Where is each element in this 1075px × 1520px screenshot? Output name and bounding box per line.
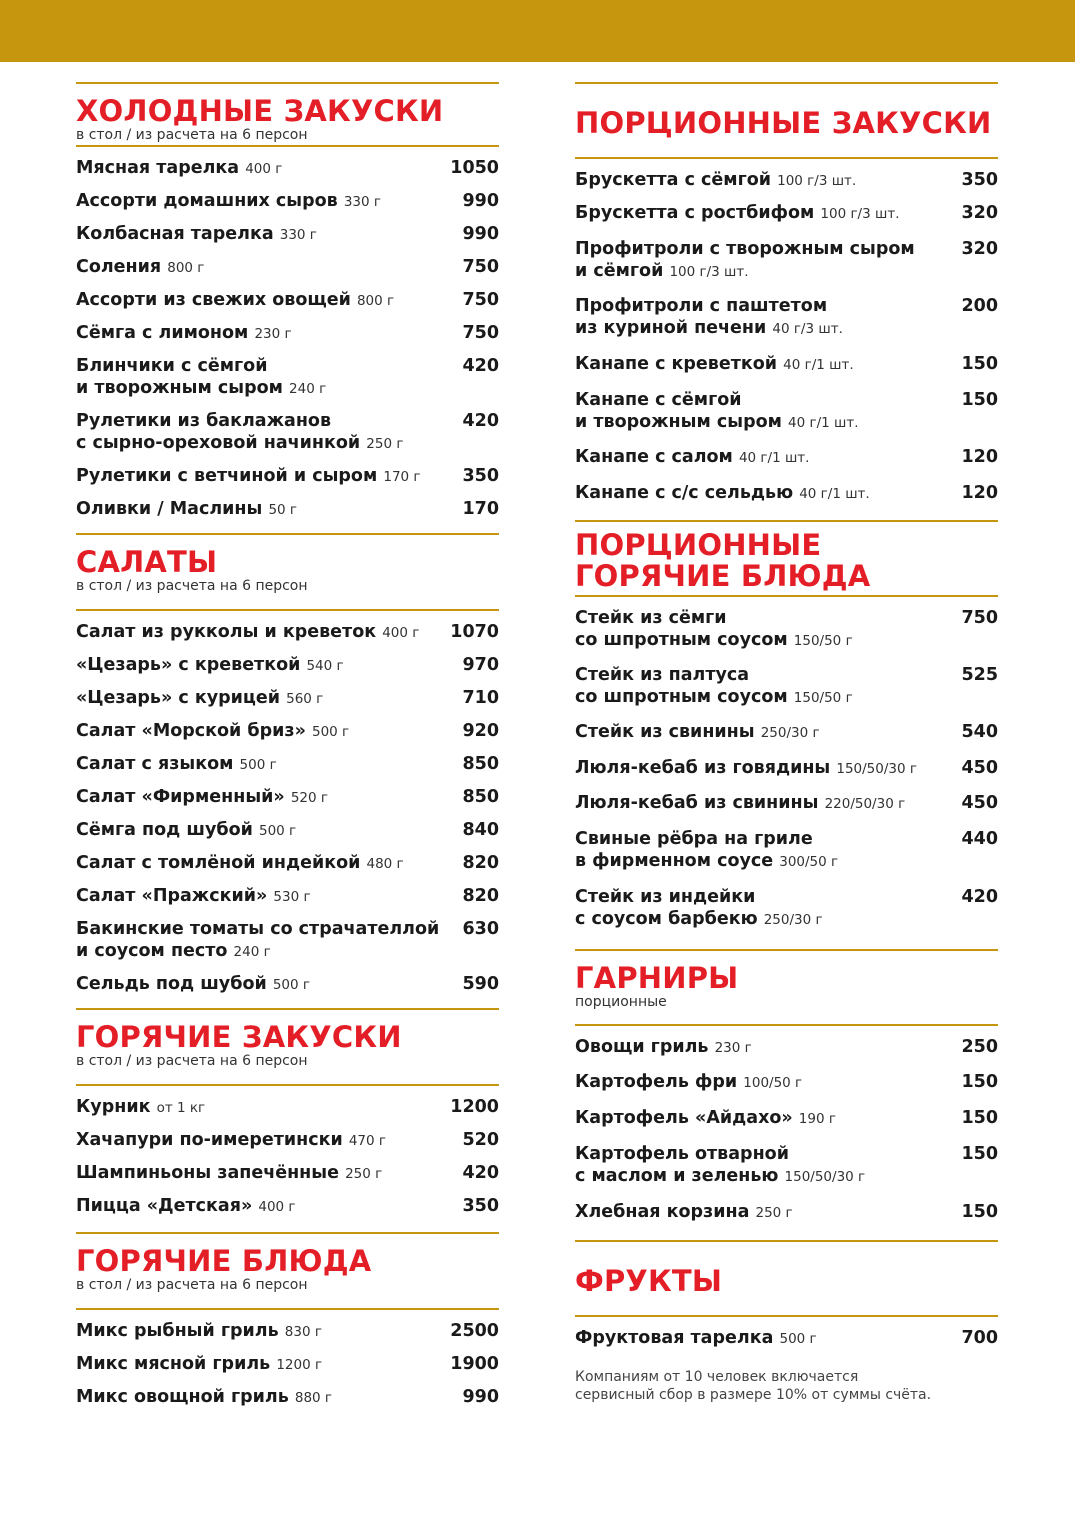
menu-item <box>76 1162 499 1195</box>
item-name: Канапе с с/с сельдью <box>575 483 794 503</box>
item-weight: 150/50 г <box>793 690 853 706</box>
item-price: 350 <box>961 170 998 190</box>
menu-item <box>575 1036 998 1071</box>
item-price: 1070 <box>450 622 499 642</box>
menu-item <box>76 410 499 465</box>
item-price: 840 <box>462 820 499 840</box>
item-price: 750 <box>462 290 499 310</box>
menu-item <box>575 607 998 664</box>
item-weight: 470 г <box>348 1133 386 1149</box>
item-price: 750 <box>462 257 499 277</box>
menu-item <box>76 1320 499 1353</box>
section-title: ГАРНИРЫ <box>575 961 739 995</box>
menu-item <box>76 885 499 918</box>
item-price: 150 <box>961 354 998 374</box>
item-name-line2: в фирменном соусе <box>575 851 774 871</box>
item-name: Стейк из палтуса <box>575 665 750 685</box>
item-weight: 250 г <box>755 1205 793 1221</box>
section-fruits <box>575 1240 998 1404</box>
section-title-line2: ГОРЯЧИЕ БЛЮДА <box>575 559 871 593</box>
menu-item <box>575 295 998 353</box>
item-weight: 40 г/3 шт. <box>772 321 843 337</box>
menu-item <box>76 852 499 885</box>
item-price: 850 <box>462 754 499 774</box>
item-price: 350 <box>462 466 499 486</box>
item-weight: 800 г <box>167 260 205 276</box>
item-price: 590 <box>462 974 499 994</box>
menu-column-left <box>76 82 499 1419</box>
item-weight: 250 г <box>366 436 404 452</box>
item-weight: 100 г/3 шт. <box>820 206 900 222</box>
section-subtitle: в стол / из расчета на 6 персон <box>76 1053 308 1069</box>
item-name: Микс рыбный гриль <box>76 1321 279 1341</box>
note-line: Компаниям от 10 человек включается <box>575 1369 859 1385</box>
item-weight: 150/50/30 г <box>836 761 917 777</box>
menu-item <box>76 687 499 720</box>
item-weight: 400 г <box>258 1199 296 1215</box>
item-weight: 150/50/30 г <box>784 1169 866 1185</box>
item-weight: 40 г/1 шт. <box>738 450 810 466</box>
item-name: Картофель «Айдахо» <box>575 1108 793 1128</box>
note-line: сервисный сбор в размере 10% от суммы счёта. <box>575 1387 932 1403</box>
item-weight: 400 г <box>245 161 283 177</box>
item-name: Профитроли с творожным сыром <box>575 239 915 259</box>
item-name-line2: с сырно-ореховой начинкой <box>76 433 361 453</box>
menu-item <box>575 1201 998 1240</box>
section-hot-dishes <box>76 1232 499 1419</box>
item-name-line2: и творожным сыром <box>76 378 283 398</box>
item-name: «Цезарь» с курицей <box>76 688 281 708</box>
item-weight: 150/50 г <box>793 633 853 649</box>
item-price: 150 <box>961 390 998 410</box>
menu-item <box>575 353 998 389</box>
section-title: ФРУКТЫ <box>575 1264 723 1298</box>
item-weight: 530 г <box>273 889 311 905</box>
menu-item <box>575 664 998 721</box>
item-name: «Цезарь» с креветкой <box>76 655 301 675</box>
item-name: Ассорти из свежих овощей <box>76 290 351 310</box>
section-garnishes <box>575 949 998 1240</box>
item-weight: 880 г <box>294 1390 333 1406</box>
item-price: 990 <box>462 191 499 211</box>
item-name: Фруктовая тарелка <box>575 1328 774 1348</box>
menu-item <box>575 1143 998 1201</box>
item-price: 420 <box>961 887 998 907</box>
item-name-line2: со шпротным соусом <box>575 630 788 650</box>
section-cold-appetizers <box>76 82 499 533</box>
item-price: 820 <box>462 853 499 873</box>
item-name-line2: и соусом песто <box>76 941 228 961</box>
item-name: Пицца «Детская» <box>76 1196 253 1216</box>
menu-item <box>575 1071 998 1107</box>
item-weight: 500 г <box>259 823 297 839</box>
item-weight: 100/50 г <box>743 1075 803 1091</box>
item-weight: 220/50/30 г <box>824 796 906 812</box>
item-name: Люля-кебаб из говядины <box>575 758 831 778</box>
item-price: 450 <box>961 793 998 813</box>
item-price: 700 <box>961 1328 998 1348</box>
item-name: Блинчики с сёмгой <box>76 356 268 376</box>
menu-item <box>76 498 499 533</box>
menu-item <box>575 389 998 446</box>
item-name: Стейк из свинины <box>575 722 755 742</box>
menu-item <box>575 1327 998 1360</box>
item-price: 2500 <box>450 1321 499 1341</box>
item-price: 820 <box>462 886 499 906</box>
item-weight: 500 г <box>312 724 350 740</box>
item-weight: 480 г <box>366 856 404 872</box>
item-price: 450 <box>961 758 998 778</box>
item-name: Картофель фри <box>575 1072 738 1092</box>
item-name-line2: из куриной печени <box>575 318 767 338</box>
item-price: 120 <box>961 483 998 503</box>
item-price: 990 <box>462 224 499 244</box>
item-price: 850 <box>462 787 499 807</box>
menu-item <box>76 786 499 819</box>
menu-item <box>575 1107 998 1143</box>
menu-item <box>575 238 998 295</box>
item-name: Канапе с сёмгой <box>575 390 742 410</box>
item-price: 750 <box>462 323 499 343</box>
item-name: Сельдь под шубой <box>76 974 267 994</box>
item-name: Оливки / Маслины <box>76 499 263 519</box>
item-price: 1200 <box>450 1097 499 1117</box>
section-subtitle: в стол / из расчета на 6 персон <box>76 1277 308 1293</box>
item-price: 320 <box>961 203 998 223</box>
item-price: 920 <box>462 721 499 741</box>
item-price: 520 <box>462 1130 499 1150</box>
item-weight: 230 г <box>714 1040 752 1056</box>
item-weight: 540 г <box>306 658 344 674</box>
item-weight: 560 г <box>286 691 324 707</box>
item-name: Курник <box>76 1097 151 1117</box>
menu-item <box>76 1195 499 1232</box>
item-price: 440 <box>961 829 998 849</box>
item-name: Сёмга с лимоном <box>76 323 249 343</box>
item-weight: 50 г <box>268 502 297 518</box>
section-subtitle: в стол / из расчета на 6 персон <box>76 578 308 594</box>
item-name-line2: и творожным сыром <box>575 412 782 432</box>
menu-item <box>76 753 499 786</box>
item-price: 420 <box>462 411 499 431</box>
section-subtitle: в стол / из расчета на 6 персон <box>76 127 308 143</box>
item-weight: 1200 г <box>276 1357 323 1373</box>
menu-item <box>575 721 998 757</box>
menu-item <box>575 202 998 238</box>
item-name: Брускетта с ростбифом <box>575 203 815 223</box>
menu-item <box>76 223 499 256</box>
item-weight: 40 г/1 шт. <box>788 415 859 431</box>
item-name: Микс овощной гриль <box>76 1387 289 1407</box>
item-price: 320 <box>961 239 998 259</box>
item-price: 420 <box>462 1163 499 1183</box>
menu-item <box>76 289 499 322</box>
item-name: Рулетики с ветчиной и сыром <box>76 466 378 486</box>
item-price: 630 <box>462 919 499 939</box>
item-weight: 230 г <box>254 326 292 342</box>
section-portion-appetizers <box>575 82 998 520</box>
item-name: Свиные рёбра на гриле <box>575 829 813 849</box>
item-weight: 170 г <box>383 469 421 485</box>
menu-item <box>76 1129 499 1162</box>
item-weight: 330 г <box>343 194 381 210</box>
item-name: Хачапури по-имеретински <box>76 1130 343 1150</box>
item-weight: от 1 кг <box>156 1100 206 1116</box>
menu-item <box>575 482 998 520</box>
item-price: 1050 <box>450 158 499 178</box>
menu-item <box>76 819 499 852</box>
section-title: ГОРЯЧИЕ ЗАКУСКИ <box>76 1020 402 1054</box>
item-name: Овощи гриль <box>575 1037 709 1057</box>
item-name: Салат «Морской бриз» <box>76 721 306 741</box>
menu-item <box>575 169 998 202</box>
item-name: Хлебная корзина <box>575 1202 750 1222</box>
item-name: Ассорти домашних сыров <box>76 191 338 211</box>
item-name: Профитроли с паштетом <box>575 296 828 316</box>
item-name: Канапе с салом <box>575 447 733 467</box>
item-price: 170 <box>462 499 499 519</box>
item-name: Стейк из сёмги <box>575 608 727 628</box>
menu-item <box>575 828 998 886</box>
item-name: Стейк из индейки <box>575 887 756 907</box>
item-price: 150 <box>961 1144 998 1164</box>
menu-item <box>575 446 998 482</box>
item-price: 750 <box>961 608 998 628</box>
menu-item <box>76 1353 499 1386</box>
item-name: Шампиньоны запечённые <box>76 1163 339 1183</box>
item-price: 525 <box>961 665 998 685</box>
item-weight: 830 г <box>284 1324 322 1340</box>
menu-item <box>76 720 499 753</box>
item-price: 990 <box>462 1387 499 1407</box>
menu-item <box>76 1386 499 1419</box>
item-name: Сёмга под шубой <box>76 820 253 840</box>
menu-item <box>575 757 998 792</box>
item-price: 150 <box>961 1072 998 1092</box>
item-price: 150 <box>961 1108 998 1128</box>
item-price: 150 <box>961 1202 998 1222</box>
item-name-line2: с маслом и зеленью <box>575 1166 779 1186</box>
section-title: ПОРЦИОННЫЕ ЗАКУСКИ <box>575 106 992 140</box>
top-gold-bar <box>0 0 1075 62</box>
section-salads <box>76 533 499 1008</box>
item-weight: 40 г/1 шт. <box>783 357 854 373</box>
item-name-line2: с соусом барбекю <box>575 909 758 929</box>
item-price: 1900 <box>450 1354 499 1374</box>
item-name: Люля-кебаб из свинины <box>575 793 819 813</box>
item-weight: 100 г/3 шт. <box>669 264 749 280</box>
item-weight: 520 г <box>290 790 328 806</box>
item-name-line2: и сёмгой <box>575 261 664 281</box>
item-weight: 40 г/1 шт. <box>799 486 870 502</box>
item-weight: 250/30 г <box>763 912 823 928</box>
item-price: 420 <box>462 356 499 376</box>
item-weight: 190 г <box>798 1111 836 1127</box>
item-weight: 500 г <box>272 977 310 993</box>
item-name: Соления <box>76 257 162 277</box>
item-weight: 250/30 г <box>760 725 820 741</box>
menu-item <box>76 621 499 654</box>
item-name: Картофель отварной <box>575 1144 789 1164</box>
menu-item <box>76 973 499 1008</box>
menu-item <box>76 918 499 973</box>
item-weight: 300/50 г <box>779 854 839 870</box>
item-name: Брускетта с сёмгой <box>575 170 772 190</box>
menu-item <box>76 322 499 355</box>
item-name: Бакинские томаты со страчателлой <box>76 919 440 939</box>
item-price: 710 <box>462 688 499 708</box>
item-price: 200 <box>961 296 998 316</box>
item-price: 540 <box>961 722 998 742</box>
item-name: Салат с томлёной индейкой <box>76 853 361 873</box>
item-name: Колбасная тарелка <box>76 224 274 244</box>
menu-item <box>575 792 998 828</box>
section-subtitle: порционные <box>575 994 667 1010</box>
section-portion-hot-dishes <box>575 520 998 949</box>
item-name: Салат с языком <box>76 754 234 774</box>
service-charge-note <box>575 1368 998 1404</box>
item-name: Рулетики из баклажанов <box>76 411 332 431</box>
menu-item <box>76 355 499 410</box>
item-weight: 240 г <box>233 944 271 960</box>
item-name: Мясная тарелка <box>76 158 240 178</box>
item-name-line2: со шпротным соусом <box>575 687 788 707</box>
section-hot-appetizers <box>76 1008 499 1232</box>
item-weight: 100 г/3 шт. <box>777 173 857 189</box>
menu-item <box>76 465 499 498</box>
menu-item <box>575 886 998 949</box>
item-name: Салат «Фирменный» <box>76 787 285 807</box>
section-title: САЛАТЫ <box>76 545 218 579</box>
menu-column-right <box>575 82 998 1404</box>
item-weight: 250 г <box>345 1166 383 1182</box>
item-weight: 800 г <box>356 293 395 309</box>
item-weight: 330 г <box>279 227 317 243</box>
item-name: Микс мясной гриль <box>76 1354 271 1374</box>
menu-item <box>76 256 499 289</box>
item-name: Салат «Пражский» <box>76 886 268 906</box>
item-name: Салат из рукколы и креветок <box>76 622 377 642</box>
item-price: 350 <box>462 1196 499 1216</box>
section-title: ХОЛОДНЫЕ ЗАКУСКИ <box>76 94 444 128</box>
section-title: ПОРЦИОННЫЕ <box>575 528 822 562</box>
item-weight: 400 г <box>382 625 420 641</box>
item-price: 120 <box>961 447 998 467</box>
menu-item <box>76 654 499 687</box>
item-price: 970 <box>462 655 499 675</box>
item-weight: 500 г <box>239 757 277 773</box>
item-name: Канапе с креветкой <box>575 354 778 374</box>
menu-item <box>76 1096 499 1129</box>
item-price: 250 <box>961 1037 998 1057</box>
item-weight: 500 г <box>779 1331 817 1347</box>
item-weight: 240 г <box>289 381 327 397</box>
menu-item <box>76 190 499 223</box>
menu-item <box>76 157 499 190</box>
section-title: ГОРЯЧИЕ БЛЮДА <box>76 1244 372 1278</box>
